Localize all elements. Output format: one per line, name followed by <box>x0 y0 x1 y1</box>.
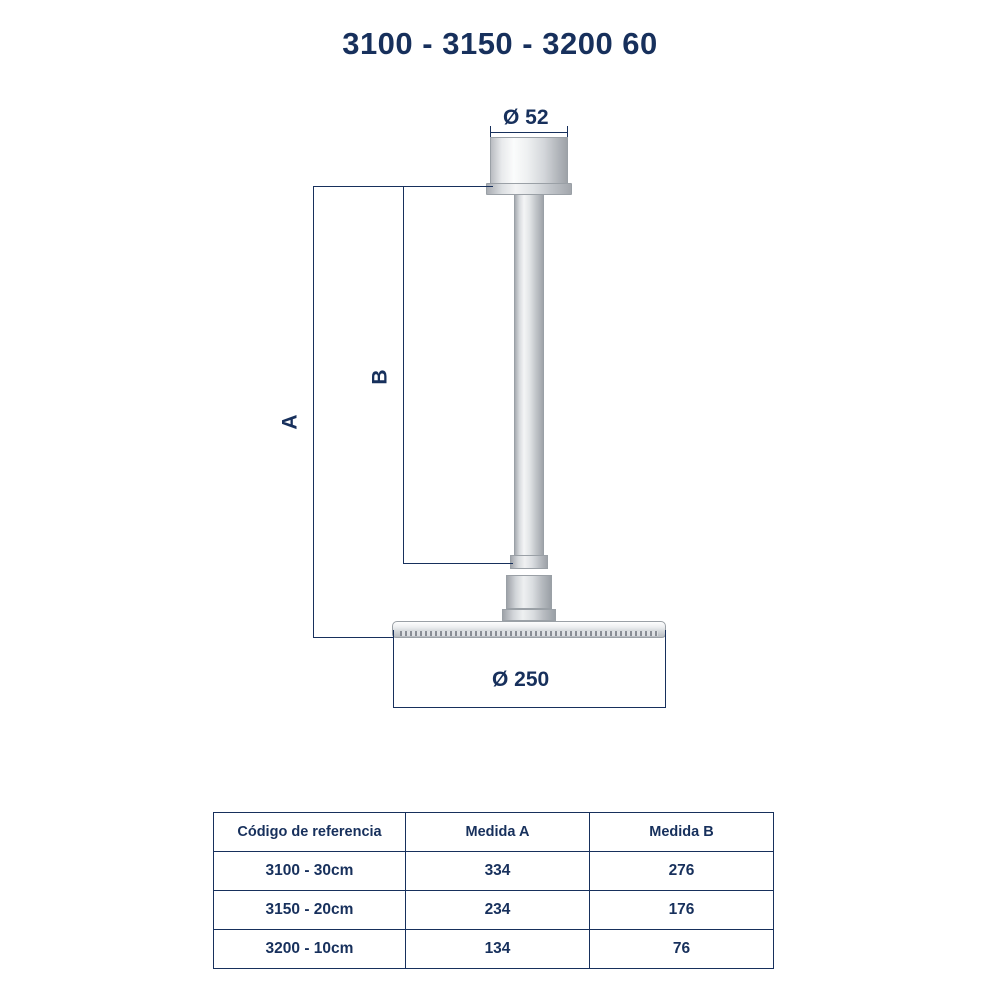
table-row <box>214 930 774 969</box>
cell-medida-b: 76 <box>590 930 774 969</box>
ceiling-flange-icon <box>490 137 568 185</box>
bottom-diameter-label: Ø 250 <box>492 668 550 691</box>
spec-table <box>213 812 774 969</box>
column-header-medida-a: Medida A <box>406 813 590 852</box>
bottom-diameter-dim-line <box>393 707 666 708</box>
top-diameter-label: Ø 52 <box>503 106 549 129</box>
table-row <box>214 891 774 930</box>
dimension-a-label: A <box>278 414 302 430</box>
bottom-diameter-extension-right <box>665 630 666 708</box>
dimension-a-line <box>313 186 314 638</box>
cell-medida-b: 276 <box>590 852 774 891</box>
page-title: 3100 - 3150 - 3200 60 <box>342 26 658 61</box>
cell-medida-a: 134 <box>406 930 590 969</box>
tube-collar-lower-icon <box>502 609 556 621</box>
cell-reference: 3150 - 20cm <box>214 891 406 930</box>
dimension-a-extension-bottom <box>313 637 393 638</box>
column-header-reference: Código de referencia <box>214 813 406 852</box>
table-row <box>214 852 774 891</box>
cell-medida-a: 334 <box>406 852 590 891</box>
spec-table-wrapper <box>213 812 773 969</box>
dimension-b-extension-bottom <box>403 563 513 564</box>
shower-head-jets-icon <box>400 631 658 636</box>
cell-medida-b: 176 <box>590 891 774 930</box>
vertical-tube-icon <box>514 195 544 555</box>
technical-drawing <box>0 90 1000 750</box>
cell-medida-a: 234 <box>406 891 590 930</box>
cell-reference: 3200 - 10cm <box>214 930 406 969</box>
flange-base-icon <box>486 183 572 195</box>
cell-reference: 3100 - 30cm <box>214 852 406 891</box>
dimension-b-label: B <box>368 369 392 385</box>
bottom-diameter-extension-left <box>393 630 394 708</box>
top-diameter-dim-line <box>490 132 568 133</box>
tube-collar-upper-icon <box>510 555 548 569</box>
column-header-medida-b: Medida B <box>590 813 774 852</box>
tube-collar-middle-icon <box>506 575 552 609</box>
table-header-row <box>214 813 774 852</box>
dimension-b-line <box>403 186 404 564</box>
